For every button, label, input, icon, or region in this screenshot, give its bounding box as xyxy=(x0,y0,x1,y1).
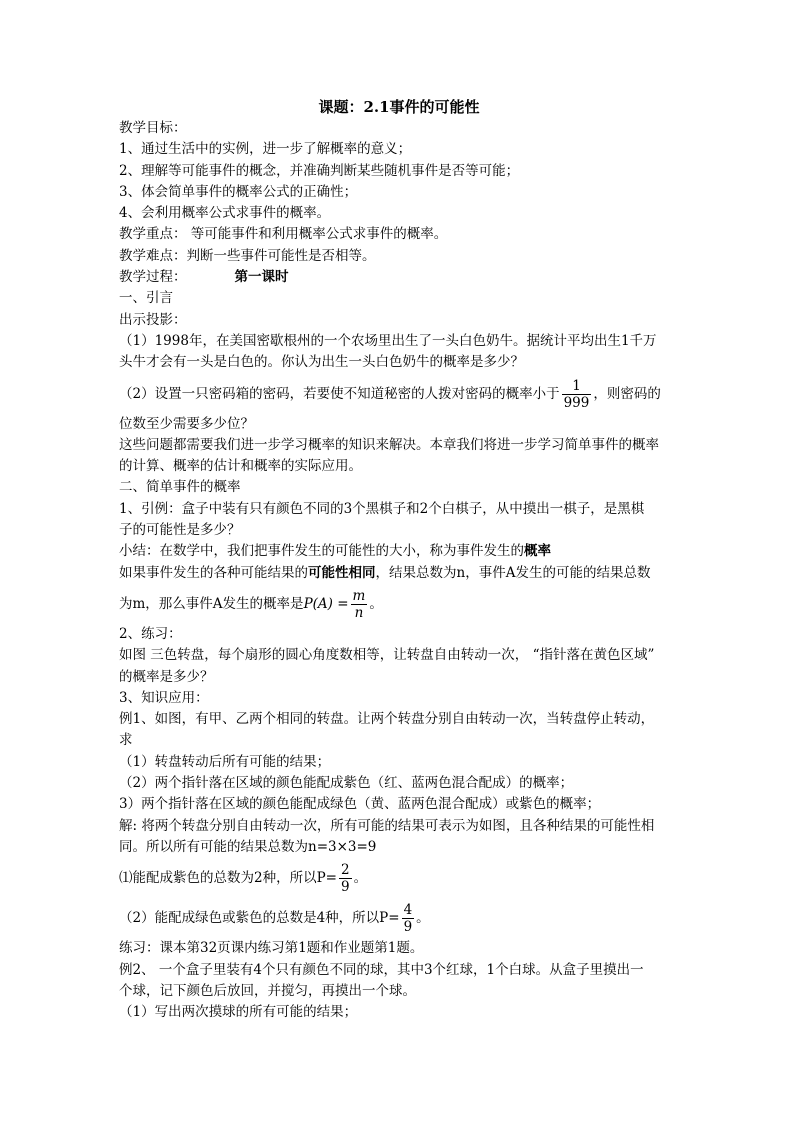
text-line: 如图 三色转盘，每个扇形的圆心角度数相等，让转盘自由转动一次， “指针落在黄色区域” xyxy=(119,647,655,664)
text-line: 头牛才会有一头是白色的。你认为出生一头白色奶牛的概率是多少？ xyxy=(119,354,524,371)
text-line: 1、引例：盒子中装有只有颜色不同的3个黑棋子和2个白棋子，从中摸出一棋子，是黑棋 xyxy=(119,500,645,517)
text-line xyxy=(119,563,679,584)
text-line: 2、练习： xyxy=(119,625,182,642)
text-line xyxy=(119,584,679,624)
text-line: 这些问题都需要我们进一步学习概率的知识来解决。本章我们将进一步学习简单事件的概率 xyxy=(119,436,659,453)
text-span: （2）能配成绿色或紫色的总数是4种，所以P= xyxy=(119,910,400,927)
fraction xyxy=(402,902,415,935)
fraction-numerator: 1 xyxy=(572,377,581,394)
text-line: 教学重点： 等可能事件和利用概率公式求事件的概率。 xyxy=(119,226,448,243)
text-line: 同。所以所有可能的结果总数为n=3×3=9 xyxy=(119,838,377,855)
fraction xyxy=(351,588,368,621)
text-line: 练习：课本第32页课内练习第1题和作业题第1题。 xyxy=(119,940,424,957)
text-span: 如果事件发生的各种可能结果的 xyxy=(119,564,308,581)
lesson-label: 第一课时 xyxy=(234,269,289,286)
section-heading: 一、引言 xyxy=(119,290,173,307)
fraction xyxy=(562,378,592,411)
text-line xyxy=(119,374,679,414)
page-title: 课题：2.1事件的可能性 xyxy=(318,98,480,116)
text-span: 小结：在数学中，我们把事件发生的可能性的大小，称为事件发生的 xyxy=(119,543,524,560)
text-line: 子的可能性是多少？ xyxy=(119,522,241,539)
text-span: 。 xyxy=(416,910,430,927)
fraction-denominator: 9 xyxy=(403,919,413,936)
text-line xyxy=(119,858,679,898)
fraction-numerator: m xyxy=(352,587,366,604)
text-line: 3）两个指针落在区域的颜色能配成绿色（黄、蓝两色混合配成）或紫色的概率； xyxy=(119,796,601,813)
formula: P(A) = xyxy=(303,595,349,612)
text-line: 例1、如图，有甲、乙两个相同的转盘。让两个转盘分别自由转动一次，当转盘停止转动， xyxy=(119,711,655,728)
text-line: 解: 将两个转盘分别自由转动一次，所有可能的结果可表示为如图，且各种结果的可能性相 xyxy=(119,817,655,834)
text-line xyxy=(119,898,679,938)
text-line: 求 xyxy=(119,732,133,749)
text-span: ，结果总数为n，事件A发生的可能的结果总数 xyxy=(375,564,651,581)
section-heading: 二、简单事件的概率 xyxy=(119,479,241,496)
bold-term: 概率 xyxy=(524,543,551,560)
text-line: 3、知识应用： xyxy=(119,689,209,706)
text-span: 为m，那么事件A发生的概率是 xyxy=(119,595,304,612)
text-line: 4、会利用概率公式求事件的概率。 xyxy=(119,205,331,222)
text-line: 位数至少需要多少位？ xyxy=(119,415,254,432)
fraction-numerator: 4 xyxy=(403,902,413,919)
text-line: 出示投影： xyxy=(119,311,187,328)
fraction-denominator: 9 xyxy=(340,879,350,896)
text-span: 。 xyxy=(369,595,383,612)
text-line: 例2、 一个盒子里装有4个只有颜色不同的球，其中3个红球，1个白球。从盒子里摸出一 xyxy=(119,961,644,978)
text-line xyxy=(119,541,679,562)
fraction-numerator: 2 xyxy=(340,862,350,879)
text-line: 教学目标： xyxy=(119,120,187,136)
text-line: （1）转盘转动后所有可能的结果； xyxy=(119,753,331,770)
process-label: 教学过程： xyxy=(119,269,187,286)
text-line: 教学难点：判断一些事件可能性是否相等。 xyxy=(119,247,376,264)
text-span: 。 xyxy=(353,870,368,887)
text-span: ⑴能配成紫色的总数为2种，所以P= xyxy=(119,870,337,887)
document-page xyxy=(119,96,679,1023)
text-line: 3、体会简单事件的概率公式的正确性； xyxy=(119,183,358,200)
text-line xyxy=(119,267,679,288)
text-line: （2）两个指针落在区域的颜色能配成紫色（红、蓝两色混合配成）的概率； xyxy=(119,775,574,792)
text-span: （2）设置一只密码箱的密码，若要使不知道秘密的人拨对密码的概率小于 xyxy=(119,385,560,402)
fraction-denominator: 999 xyxy=(563,394,590,411)
text-line: （1）1998年，在美国密歇根州的一个农场里出生了一头白色奶牛。据统计平均出生1千万 xyxy=(119,332,657,349)
text-line: （1）写出两次摸球的所有可能的结果； xyxy=(119,1004,358,1021)
text-line: 2、理解等可能事件的概念，并准确判断某些随机事件是否等可能； xyxy=(119,162,520,179)
text-span: ，则密码的 xyxy=(593,385,661,402)
text-line: 的计算、概率的估计和概率的实际应用。 xyxy=(119,458,362,475)
text-line: 的概率是多少？ xyxy=(119,668,214,685)
bold-term: 可能性相同 xyxy=(308,564,376,581)
fraction xyxy=(339,862,352,895)
text-line: 个球，记下颜色后放回，并搅匀，再摸出一个球。 xyxy=(119,982,416,999)
fraction-denominator: n xyxy=(351,604,368,621)
text-line: 1、通过生活中的实例，进一步了解概率的意义； xyxy=(119,141,412,158)
